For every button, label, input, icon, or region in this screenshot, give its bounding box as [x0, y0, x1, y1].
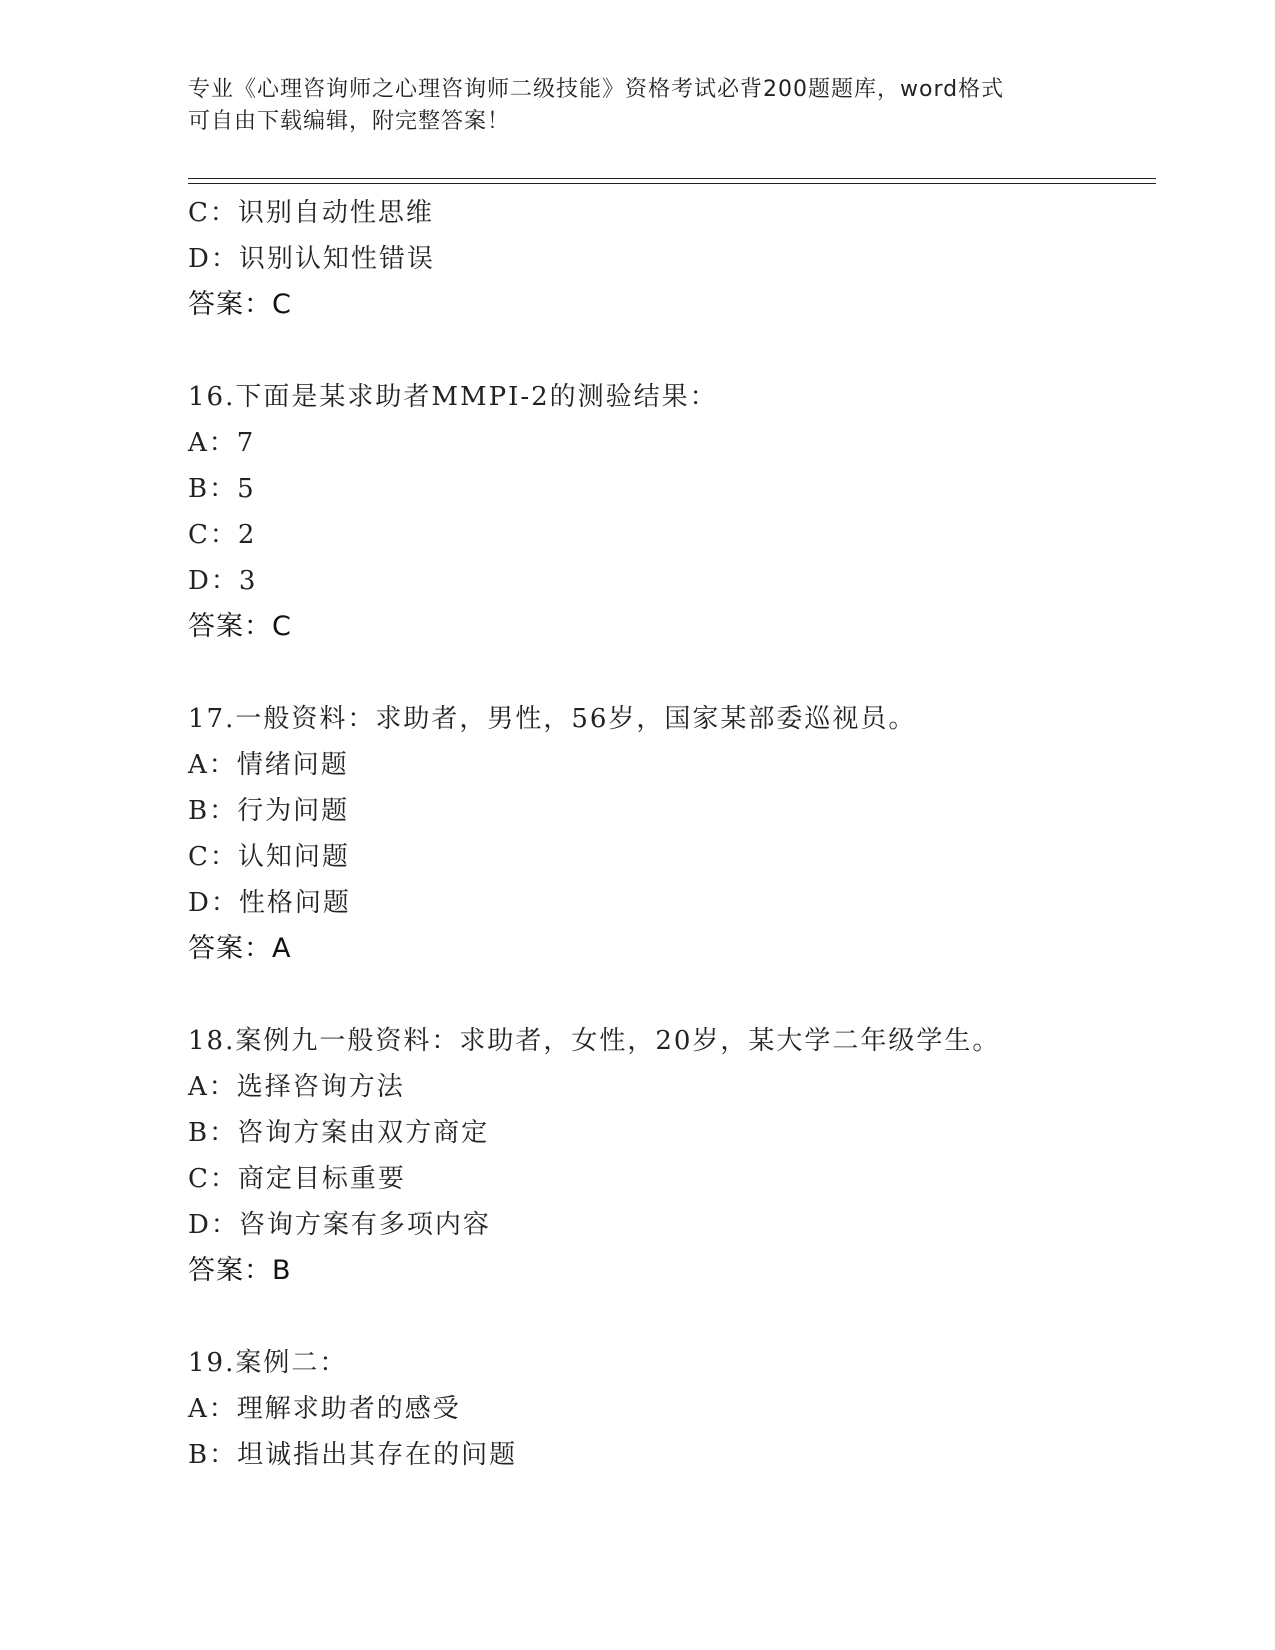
q15-option-d: D：识别认知性错误: [188, 244, 435, 274]
q16-option-a: A：7: [188, 428, 256, 458]
q16-option-b: B：5: [188, 474, 256, 504]
q16-option-c: C：2: [188, 520, 257, 550]
q19-option-b: B：坦诚指出其存在的问题: [188, 1440, 518, 1470]
header-divider-top: [188, 178, 1156, 179]
q16-option-d: D：3: [188, 566, 258, 596]
q17-stem: 17.一般资料：求助者，男性，56岁，国家某部委巡视员。: [188, 704, 917, 734]
header-title-line-1: 专业《心理咨询师之心理咨询师二级技能》资格考试必背200题题库，word格式: [188, 77, 1005, 102]
spacer: [188, 650, 1148, 696]
header-divider-bottom: [188, 183, 1156, 184]
q18-option-a: A：选择咨询方法: [188, 1072, 405, 1102]
question-list: [188, 190, 1148, 1478]
q16-stem: 16.下面是某求助者MMPI-2的测验结果：: [188, 382, 718, 412]
q15-option-c: C：识别自动性思维: [188, 198, 434, 228]
q17-answer: 答案：A: [188, 933, 292, 964]
q17-option-d: D：性格问题: [188, 888, 351, 918]
q17-option-b: B：行为问题: [188, 796, 350, 826]
spacer: [188, 328, 1148, 374]
spacer: [188, 972, 1148, 1018]
document-header: [188, 74, 1088, 138]
q18-stem: 18.案例九一般资料：求助者，女性，20岁，某大学二年级学生。: [188, 1026, 1001, 1056]
q15-answer: 答案：C: [188, 289, 292, 320]
q18-option-d: D：咨询方案有多项内容: [188, 1210, 491, 1240]
q19-stem: 19.案例二：: [188, 1348, 348, 1378]
q19-option-a: A：理解求助者的感受: [188, 1394, 461, 1424]
q18-option-b: B：咨询方案由双方商定: [188, 1118, 490, 1148]
header-title-line-2: 可自由下载编辑，附完整答案！: [188, 109, 511, 134]
q18-option-c: C：商定目标重要: [188, 1164, 406, 1194]
q17-option-c: C：认知问题: [188, 842, 350, 872]
spacer: [188, 1294, 1148, 1340]
q18-answer: 答案：B: [188, 1255, 292, 1286]
q16-answer: 答案：C: [188, 611, 292, 642]
q17-option-a: A：情绪问题: [188, 750, 349, 780]
